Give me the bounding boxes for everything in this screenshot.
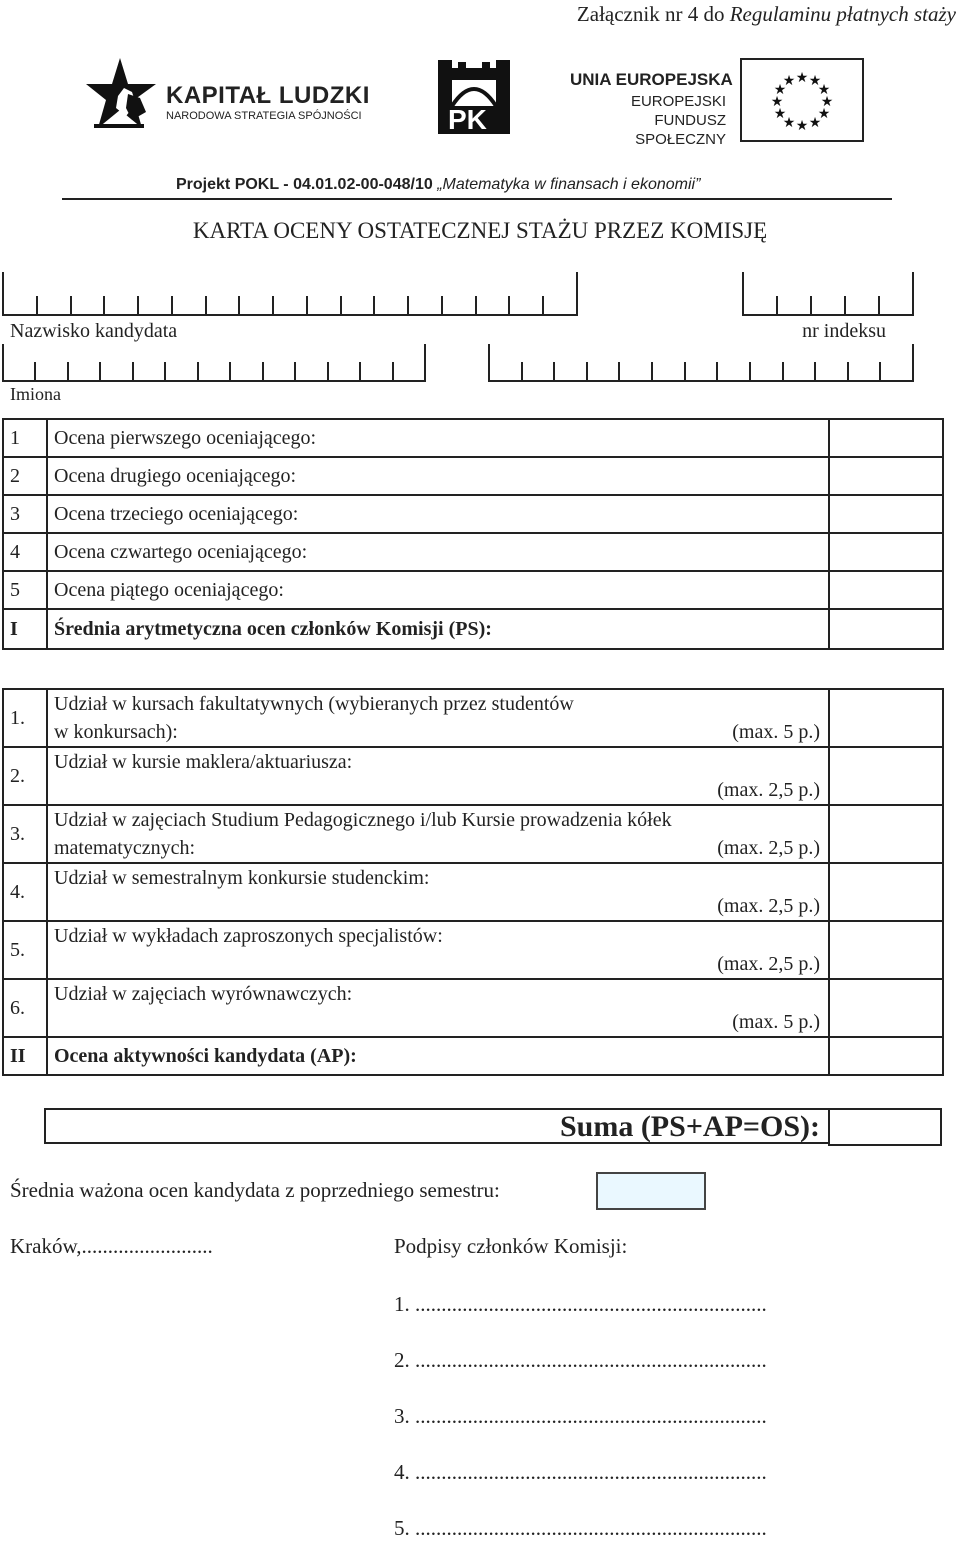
evaluation-score-field[interactable]: [829, 419, 943, 457]
activity-description: [47, 747, 829, 805]
evaluation-score-field[interactable]: [829, 495, 943, 533]
grid-tick: [508, 296, 510, 316]
evaluation-row: [3, 495, 943, 533]
activity-score-field[interactable]: [829, 747, 943, 805]
evaluation-number: 1: [3, 419, 47, 457]
grid-tick: [238, 296, 240, 316]
activity-description: [47, 863, 829, 921]
kapital-ludzki-subtitle: NARODOWA STRATEGIA SPÓJNOŚCI: [166, 110, 362, 122]
activity-summary-field[interactable]: [829, 1037, 943, 1075]
svg-text:★: ★: [795, 70, 809, 86]
project-line: [176, 176, 700, 194]
eu-fund-label: [560, 92, 726, 149]
sum-value-field[interactable]: [828, 1108, 942, 1146]
activity-summary-number: II: [3, 1037, 47, 1075]
grid-tick: [879, 362, 881, 382]
evaluation-label: Ocena pierwszego oceniającego:: [47, 419, 829, 457]
evaluation-label: Ocena czwartego oceniającego:: [47, 533, 829, 571]
activity-score-field[interactable]: [829, 921, 943, 979]
gpa-label: Średnia ważona ocen kandydata z poprzedniego semestru:: [10, 1178, 500, 1202]
svg-text:★: ★: [817, 82, 831, 98]
svg-text:★: ★: [795, 118, 809, 134]
gpa-input[interactable]: [596, 1172, 706, 1210]
evaluation-score-field[interactable]: [829, 571, 943, 609]
activity-row: [3, 863, 943, 921]
activity-line2: w konkursach):: [54, 721, 178, 743]
grid-tick: [34, 362, 36, 382]
svg-text:★: ★: [808, 115, 822, 131]
evaluation-row: [3, 571, 943, 609]
activity-score-field[interactable]: [829, 805, 943, 863]
eu-stars-icon: [742, 60, 862, 140]
activity-line1: Udział w zajęciach wyrównawczych:: [54, 983, 353, 1005]
page-title: KARTA OCENY OSTATECZNEJ STAŻU PRZEZ KOMISJĘ: [192, 218, 768, 243]
grid-tick: [306, 296, 308, 316]
grid-tick: [171, 296, 173, 316]
sum-label: Suma (PS+AP=OS):: [559, 1110, 820, 1143]
evaluation-number: 2: [3, 457, 47, 495]
grid-tick: [132, 362, 134, 382]
svg-text:★: ★: [817, 106, 831, 122]
activity-number: 1.: [3, 689, 47, 747]
evaluation-label: Ocena drugiego oceniającego:: [47, 457, 829, 495]
activity-description: [47, 689, 829, 747]
grid-tick: [36, 296, 38, 316]
evaluation-label: Ocena piątego oceniającego:: [47, 571, 829, 609]
activity-score-field[interactable]: [829, 979, 943, 1037]
activity-description: [47, 805, 829, 863]
activity-summary-row: [3, 1037, 943, 1075]
signature-line-5[interactable]: 5. ...................................................................: [394, 1516, 767, 1540]
grid-tick: [340, 296, 342, 316]
activity-row: [3, 747, 943, 805]
activity-row: [3, 805, 943, 863]
kapital-ludzki-star-icon: [86, 58, 162, 138]
svg-text:★: ★: [782, 73, 796, 89]
activity-number: 4.: [3, 863, 47, 921]
activity-line1: Udział w zajęciach Studium Pedagogicznego i/lub Kursie prowadzenia kółek: [54, 809, 672, 831]
signature-line-3[interactable]: 3. ...................................................................: [394, 1404, 767, 1428]
signature-line-1[interactable]: 1. ...................................................................: [394, 1292, 767, 1316]
grid-tick: [103, 296, 105, 316]
activity-row: [3, 921, 943, 979]
evaluation-number: 5: [3, 571, 47, 609]
svg-text:★: ★: [808, 73, 822, 89]
activity-max-points: (max. 5 p.): [732, 721, 820, 743]
activity-line1: Udział w kursach fakultatywnych (wybieranych przez studentów: [54, 693, 574, 715]
grid-tick: [586, 362, 588, 382]
grid-tick: [651, 362, 653, 382]
annex-note: [577, 2, 956, 27]
svg-text:★: ★: [773, 106, 787, 122]
activity-max-points: (max. 2,5 p.): [717, 837, 820, 859]
grid-tick: [197, 362, 199, 382]
grid-tick: [205, 296, 207, 316]
activity-number: 6.: [3, 979, 47, 1037]
evaluation-row: [3, 457, 943, 495]
annex-regulation: Regulaminu płatnych staży: [729, 2, 956, 26]
evaluation-number: 3: [3, 495, 47, 533]
grid-tick: [373, 296, 375, 316]
grid-tick: [553, 362, 555, 382]
activity-line1: Udział w kursie maklera/aktuariusza:: [54, 751, 353, 773]
eu-logo: [560, 58, 866, 146]
evaluation-score-field[interactable]: [829, 533, 943, 571]
activity-number: 2.: [3, 747, 47, 805]
eu-flag-icon: [740, 58, 864, 142]
grid-tick: [618, 362, 620, 382]
activity-score-field[interactable]: [829, 689, 943, 747]
svg-text:★: ★: [782, 115, 796, 131]
activity-row: [3, 689, 943, 747]
summary-number: I: [3, 609, 47, 649]
annex-prefix: Załącznik nr 4 do: [576, 2, 725, 26]
svg-text:★: ★: [770, 94, 784, 110]
grid-tick: [542, 296, 544, 316]
evaluations-table: [2, 418, 944, 650]
activity-max-points: (max. 5 p.): [732, 1011, 820, 1033]
grid-tick: [99, 362, 101, 382]
activity-max-points: (max. 2,5 p.): [717, 895, 820, 917]
names-label: Imiona: [10, 384, 61, 404]
pk-logo: [436, 58, 512, 136]
grid-tick: [814, 362, 816, 382]
grid-tick: [164, 362, 166, 382]
activity-description: [47, 921, 829, 979]
activity-line2: matematycznych:: [54, 837, 196, 859]
kapital-ludzki-logo: [86, 58, 386, 138]
evaluation-number: 4: [3, 533, 47, 571]
eu-fund-line1: EUROPEJSKI: [630, 93, 726, 110]
evaluation-row: [3, 419, 943, 457]
grid-tick: [475, 296, 477, 316]
city-date-line: Kraków,.........................: [10, 1234, 213, 1258]
grid-tick: [70, 296, 72, 316]
activity-max-points: (max. 2,5 p.): [717, 779, 820, 801]
evaluation-row: [3, 533, 943, 571]
grid-tick: [684, 362, 686, 382]
svg-text:★: ★: [820, 94, 834, 110]
grid-tick: [441, 296, 443, 316]
eu-fund-line2: FUNDUSZ SPOŁECZNY: [635, 112, 726, 148]
pk-text: PK: [448, 104, 487, 135]
svg-text:★: ★: [773, 82, 787, 98]
eu-union-label: UNIA EUROPEJSKA: [570, 70, 733, 89]
activity-line1: Udział w wykładach zaproszonych specjalistów:: [54, 925, 443, 947]
grid-tick: [782, 362, 784, 382]
kapital-ludzki-name: KAPITAŁ LUDZKI: [166, 82, 370, 109]
index-label: nr indeksu: [802, 320, 886, 342]
surname-label: Nazwisko kandydata: [10, 320, 178, 342]
activity-summary-label: Ocena aktywności kandydata (AP):: [47, 1037, 829, 1075]
grid-tick: [776, 296, 778, 316]
grid-tick: [294, 362, 296, 382]
grid-tick: [67, 362, 69, 382]
grid-tick: [359, 362, 361, 382]
grid-tick: [137, 296, 139, 316]
grid-tick: [272, 296, 274, 316]
signature-line-2[interactable]: 2. ...................................................................: [394, 1348, 767, 1372]
evaluation-label: Ocena trzeciego oceniającego:: [47, 495, 829, 533]
grid-tick: [847, 362, 849, 382]
grid-tick: [521, 362, 523, 382]
evaluation-score-field[interactable]: [829, 457, 943, 495]
grid-tick: [878, 296, 880, 316]
grid-tick: [229, 362, 231, 382]
grid-tick: [716, 362, 718, 382]
activity-description: [47, 979, 829, 1037]
activity-row: [3, 979, 943, 1037]
activity-score-field[interactable]: [829, 863, 943, 921]
grid-tick: [262, 362, 264, 382]
activity-max-points: (max. 2,5 p.): [717, 953, 820, 975]
evaluation-summary-row: [3, 609, 943, 649]
summary-label: Średnia arytmetyczna ocen członków Komisji (PS):: [47, 609, 829, 649]
grid-tick: [810, 296, 812, 316]
activity-line1: Udział w semestralnym konkursie studenckim:: [54, 867, 430, 889]
grid-tick: [392, 362, 394, 382]
signature-line-4[interactable]: 4. ...................................................................: [394, 1460, 767, 1484]
project-code: Projekt POKL - 04.01.02-00-048/10: [176, 176, 433, 193]
grid-tick: [407, 296, 409, 316]
header-divider: [62, 198, 892, 200]
grid-tick: [327, 362, 329, 382]
signatures-label: Podpisy członków Komisji:: [394, 1234, 628, 1258]
grid-tick: [844, 296, 846, 316]
activity-table: [2, 688, 944, 1076]
grid-tick: [749, 362, 751, 382]
summary-score-field[interactable]: [829, 609, 943, 649]
activity-number: 5.: [3, 921, 47, 979]
activity-number: 3.: [3, 805, 47, 863]
project-name: „Matematyka w finansach i ekonomii”: [437, 176, 701, 193]
